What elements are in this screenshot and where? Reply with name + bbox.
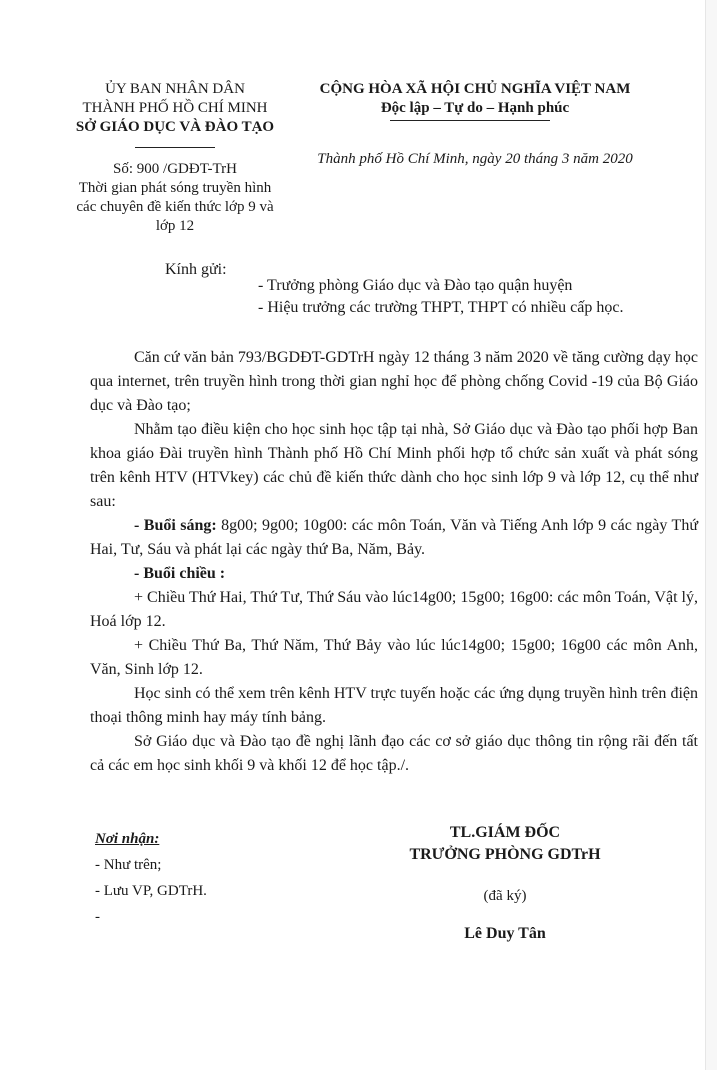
salutation: Kính gửi: <box>165 261 227 278</box>
morning-text: 8g00; 9g00; 10g00: các môn Toán, Văn và Tiếng Anh lớp 9 các ngày Thứ Hai, Tư, Sáu và phát lại các ngày thứ Ba, Năm, Bảy. <box>90 517 699 558</box>
recipient-item: - Hiệu trưởng các trường THPT, THPT có nhiều cấp học. <box>258 299 624 316</box>
issuer-divider <box>135 147 215 148</box>
issuer-block <box>40 80 310 137</box>
body-paragraph: Sở Giáo dục và Đào tạo đề nghị lãnh đạo các cơ sở giáo dục thông tin rộng rãi đến tất cả các em học sinh khối 9 và khối 12 để học tập./. <box>90 733 698 774</box>
doc-number-block <box>40 160 310 236</box>
signed-note: (đã ký) <box>483 888 527 904</box>
issuer-line-1: ỦY BAN NHÂN DÂN <box>105 81 245 97</box>
signer-name: Lê Duy Tân <box>464 925 546 942</box>
recipient-item: - Trưởng phòng Giáo dục và Đào tạo quận huyện <box>258 277 573 294</box>
body-paragraph: Căn cứ văn bản 793/BGDĐT-GDTrH ngày 12 tháng 3 năm 2020 về tăng cường dạy học qua internet, trên truyền hình trong thời gian nghỉ học để phòng chống Covid -19 của Bộ Giáo dục và Đào tạo; <box>90 349 698 414</box>
page-edge <box>705 0 717 1070</box>
body-paragraph: Nhằm tạo điều kiện cho học sinh học tập tại nhà, Sở Giáo dục và Đào tạo phối hợp Ban khoa giáo Đài truyền hình Thành phố Hồ Chí Minh phối hợp tổ chức sản xuất và phát sóng trên kênh HTV (HTVkey) các chủ đề kiến thức dành cho học sinh lớp 9 và lớp 12, cụ thể như sau: <box>90 421 698 510</box>
recipient-list <box>258 275 623 319</box>
doc-subject-line-2: các chuyên đề kiến thức lớp 9 và <box>76 199 274 215</box>
doc-number: Số: 900 /GDĐT-TrH <box>113 161 237 177</box>
country-name: CỘNG HÒA XÃ HỘI CHỦ NGHĨA VIỆT NAM <box>319 81 631 97</box>
doc-subject-line-3: lớp 12 <box>155 218 195 234</box>
distribution-block <box>95 826 207 930</box>
national-header <box>300 80 650 118</box>
issuer-line-2: THÀNH PHỐ HỒ CHÍ MINH <box>82 100 268 116</box>
national-motto: Độc lập – Tự do – Hạnh phúc <box>380 100 570 116</box>
distribution-item: - <box>95 909 100 925</box>
issuer-department: SỞ GIÁO DỤC VÀ ĐÀO TẠO <box>75 119 275 135</box>
afternoon-item: + Chiều Thứ Hai, Thứ Tư, Thứ Sáu vào lúc14g00; 15g00; 16g00: các môn Toán, Vật lý, Hoá lớp 12. <box>90 589 698 630</box>
signature-block <box>370 822 640 944</box>
morning-schedule <box>90 514 698 562</box>
signer-title-1: TL.GIÁM ĐỐC <box>449 824 561 841</box>
motto-underline <box>390 120 550 121</box>
afternoon-label: - Buổi chiều : <box>134 565 226 582</box>
morning-label: - Buổi sáng: <box>134 517 222 534</box>
distribution-item: - Như trên; <box>95 857 162 873</box>
doc-subject-line-1: Thời gian phát sóng truyền hình <box>78 180 272 196</box>
place-date: Thành phố Hồ Chí Minh, ngày 20 tháng 3 năm 2020 <box>317 151 633 167</box>
body-paragraph: Học sinh có thể xem trên kênh HTV trực tuyến hoặc các ứng dụng truyền hình trên điện thoại thông minh hay máy tính bảng. <box>90 685 698 726</box>
afternoon-item: + Chiều Thứ Ba, Thứ Năm, Thứ Bảy vào lúc lúc14g00; 15g00; 16g00 các môn Anh, Văn, Sinh lớp 12. <box>90 637 698 678</box>
signer-title-2: TRƯỞNG PHÒNG GDTrH <box>409 846 601 863</box>
distribution-item: - Lưu VP, GDTrH. <box>95 883 207 899</box>
document-body <box>90 346 698 778</box>
distribution-title: Nơi nhận: <box>95 831 160 847</box>
